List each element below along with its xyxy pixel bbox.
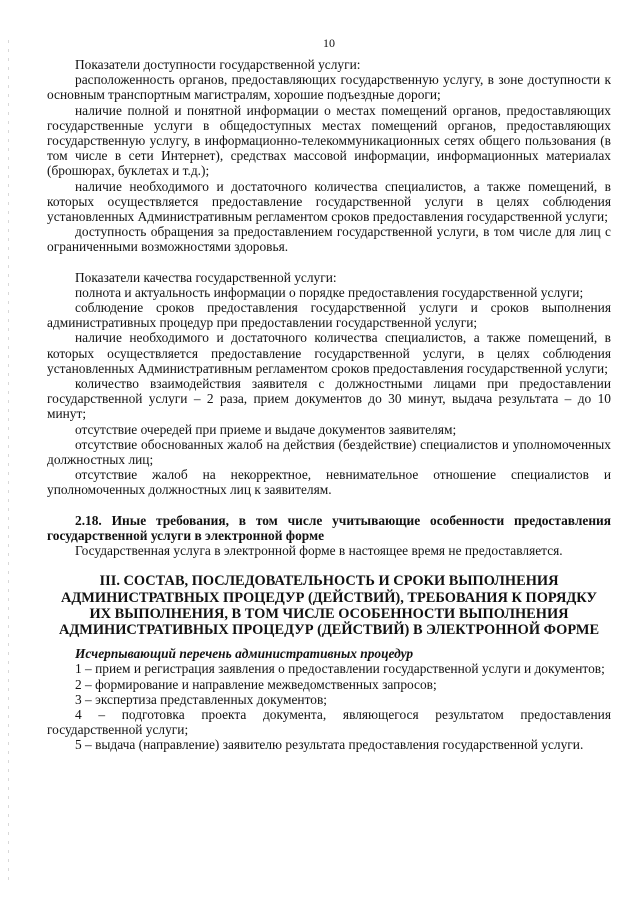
- scan-margin-line: [8, 40, 9, 880]
- spacer: [47, 638, 611, 646]
- procedures-subheading: Исчерпывающий перечень административных процедур: [75, 646, 414, 662]
- availability-item: расположенность органов, предоставляющих государственную услугу, в зоне доступности к основным транспортным магистралям, хорошие подъездные дороги;: [47, 72, 611, 103]
- document-page: [47, 36, 611, 753]
- spacer: [47, 498, 611, 513]
- availability-item: наличие необходимого и достаточного количества специалистов, а также помещений, в которых осуществляется предоставление государственной услуги в целях соблюдения установленных Административным регламентом сроков предоставления государственной услуги;: [47, 178, 611, 225]
- section-3-heading: III. СОСТАВ, ПОСЛЕДОВАТЕЛЬНОСТЬ И СРОКИ ВЫПОЛНЕНИЯ АДМИНИСТРАТВНЫХ ПРОЦЕДУР (ДЕЙСТВИЙ), ТРЕБОВАНИЯ К ПОРЯДКУ ИХ ВЫПОЛНЕНИЯ, В ТОМ ЧИСЛЕ ОСОБЕННОСТИ ВЫПОЛНЕНИЯ АДМИНИСТРАТИВНЫХ ПРОЦЕДУР (ДЕЙСТВИЙ) В ЭЛЕКТРОННОЙ ФОРМЕ: [58, 573, 600, 638]
- procedure-item: 1 – прием и регистрация заявления о предоставлении государственной услуги и документов;: [75, 661, 605, 677]
- page-number: 10: [323, 36, 335, 50]
- availability-item: доступность обращения за предоставлением государственной услуги, в том числе для лиц с ограниченными возможностями здоровья.: [47, 224, 611, 255]
- quality-item: наличие необходимого и достаточного количества специалистов, а также помещений, в которых осуществляется предоставление государственной услуги, в целях соблюдения установленных Административным регламентом сроков предоставления государственной услуги;: [47, 330, 611, 376]
- spacer: [47, 558, 611, 573]
- procedure-item: 5 – выдача (направление) заявителю результата предоставления государственной услуги.: [75, 737, 584, 753]
- quality-item: полнота и актуальность информации о порядке предоставления государственной услуги;: [75, 284, 584, 300]
- clause-2-18-text: Государственная услуга в электронной форме в настоящее время не предоставляется.: [75, 543, 563, 559]
- procedure-item: 3 – экспертиза представленных документов;: [75, 691, 328, 707]
- availability-title: Показатели доступности государственной услуги:: [75, 57, 361, 72]
- quality-item: отсутствие обоснованных жалоб на действия (бездействие) специалистов и уполномоченных должностных лиц;: [47, 436, 611, 468]
- procedure-item: 4 – подготовка проекта документа, являющегося результатом предоставления государственной услуги;: [47, 706, 611, 738]
- spacer: [47, 255, 611, 270]
- quality-item: количество взаимодействия заявителя с должностными лицами при предоставлении государственной услуги – 2 раза, прием документов до 30 минут, выдача результата – до 10 минут;: [47, 376, 611, 422]
- quality-item: соблюдение сроков предоставления государственной услуги и сроков выполнения административных процедур при предоставлении государственной услуги;: [47, 300, 611, 331]
- clause-2-18-heading: 2.18. Иные требования, в том числе учитывающие особенности предоставления государственной услуги в электронной форме: [47, 512, 611, 543]
- availability-item: наличие полной и понятной информации о местах помещений органов, предоставляющих государственные услуги в общедоступных местах помещений органов, предоставляющих государственную услугу, в информационно-телекоммуникационных сетях общего пользования (в том числе в сети Интернет), средствах массовой информации, информационных материалах (брошюрах, буклетах и т.д.);: [47, 102, 611, 179]
- procedure-item: 2 – формирование и направление межведомственных запросов;: [75, 676, 437, 692]
- quality-item: отсутствие очередей при приеме и выдаче документов заявителям;: [75, 421, 457, 437]
- quality-item: отсутствие жалоб на некорректное, невнимательное отношение специалистов и уполномоченных должностных лиц к заявителям.: [47, 467, 611, 498]
- quality-title: Показатели качества государственной услуги:: [75, 269, 337, 285]
